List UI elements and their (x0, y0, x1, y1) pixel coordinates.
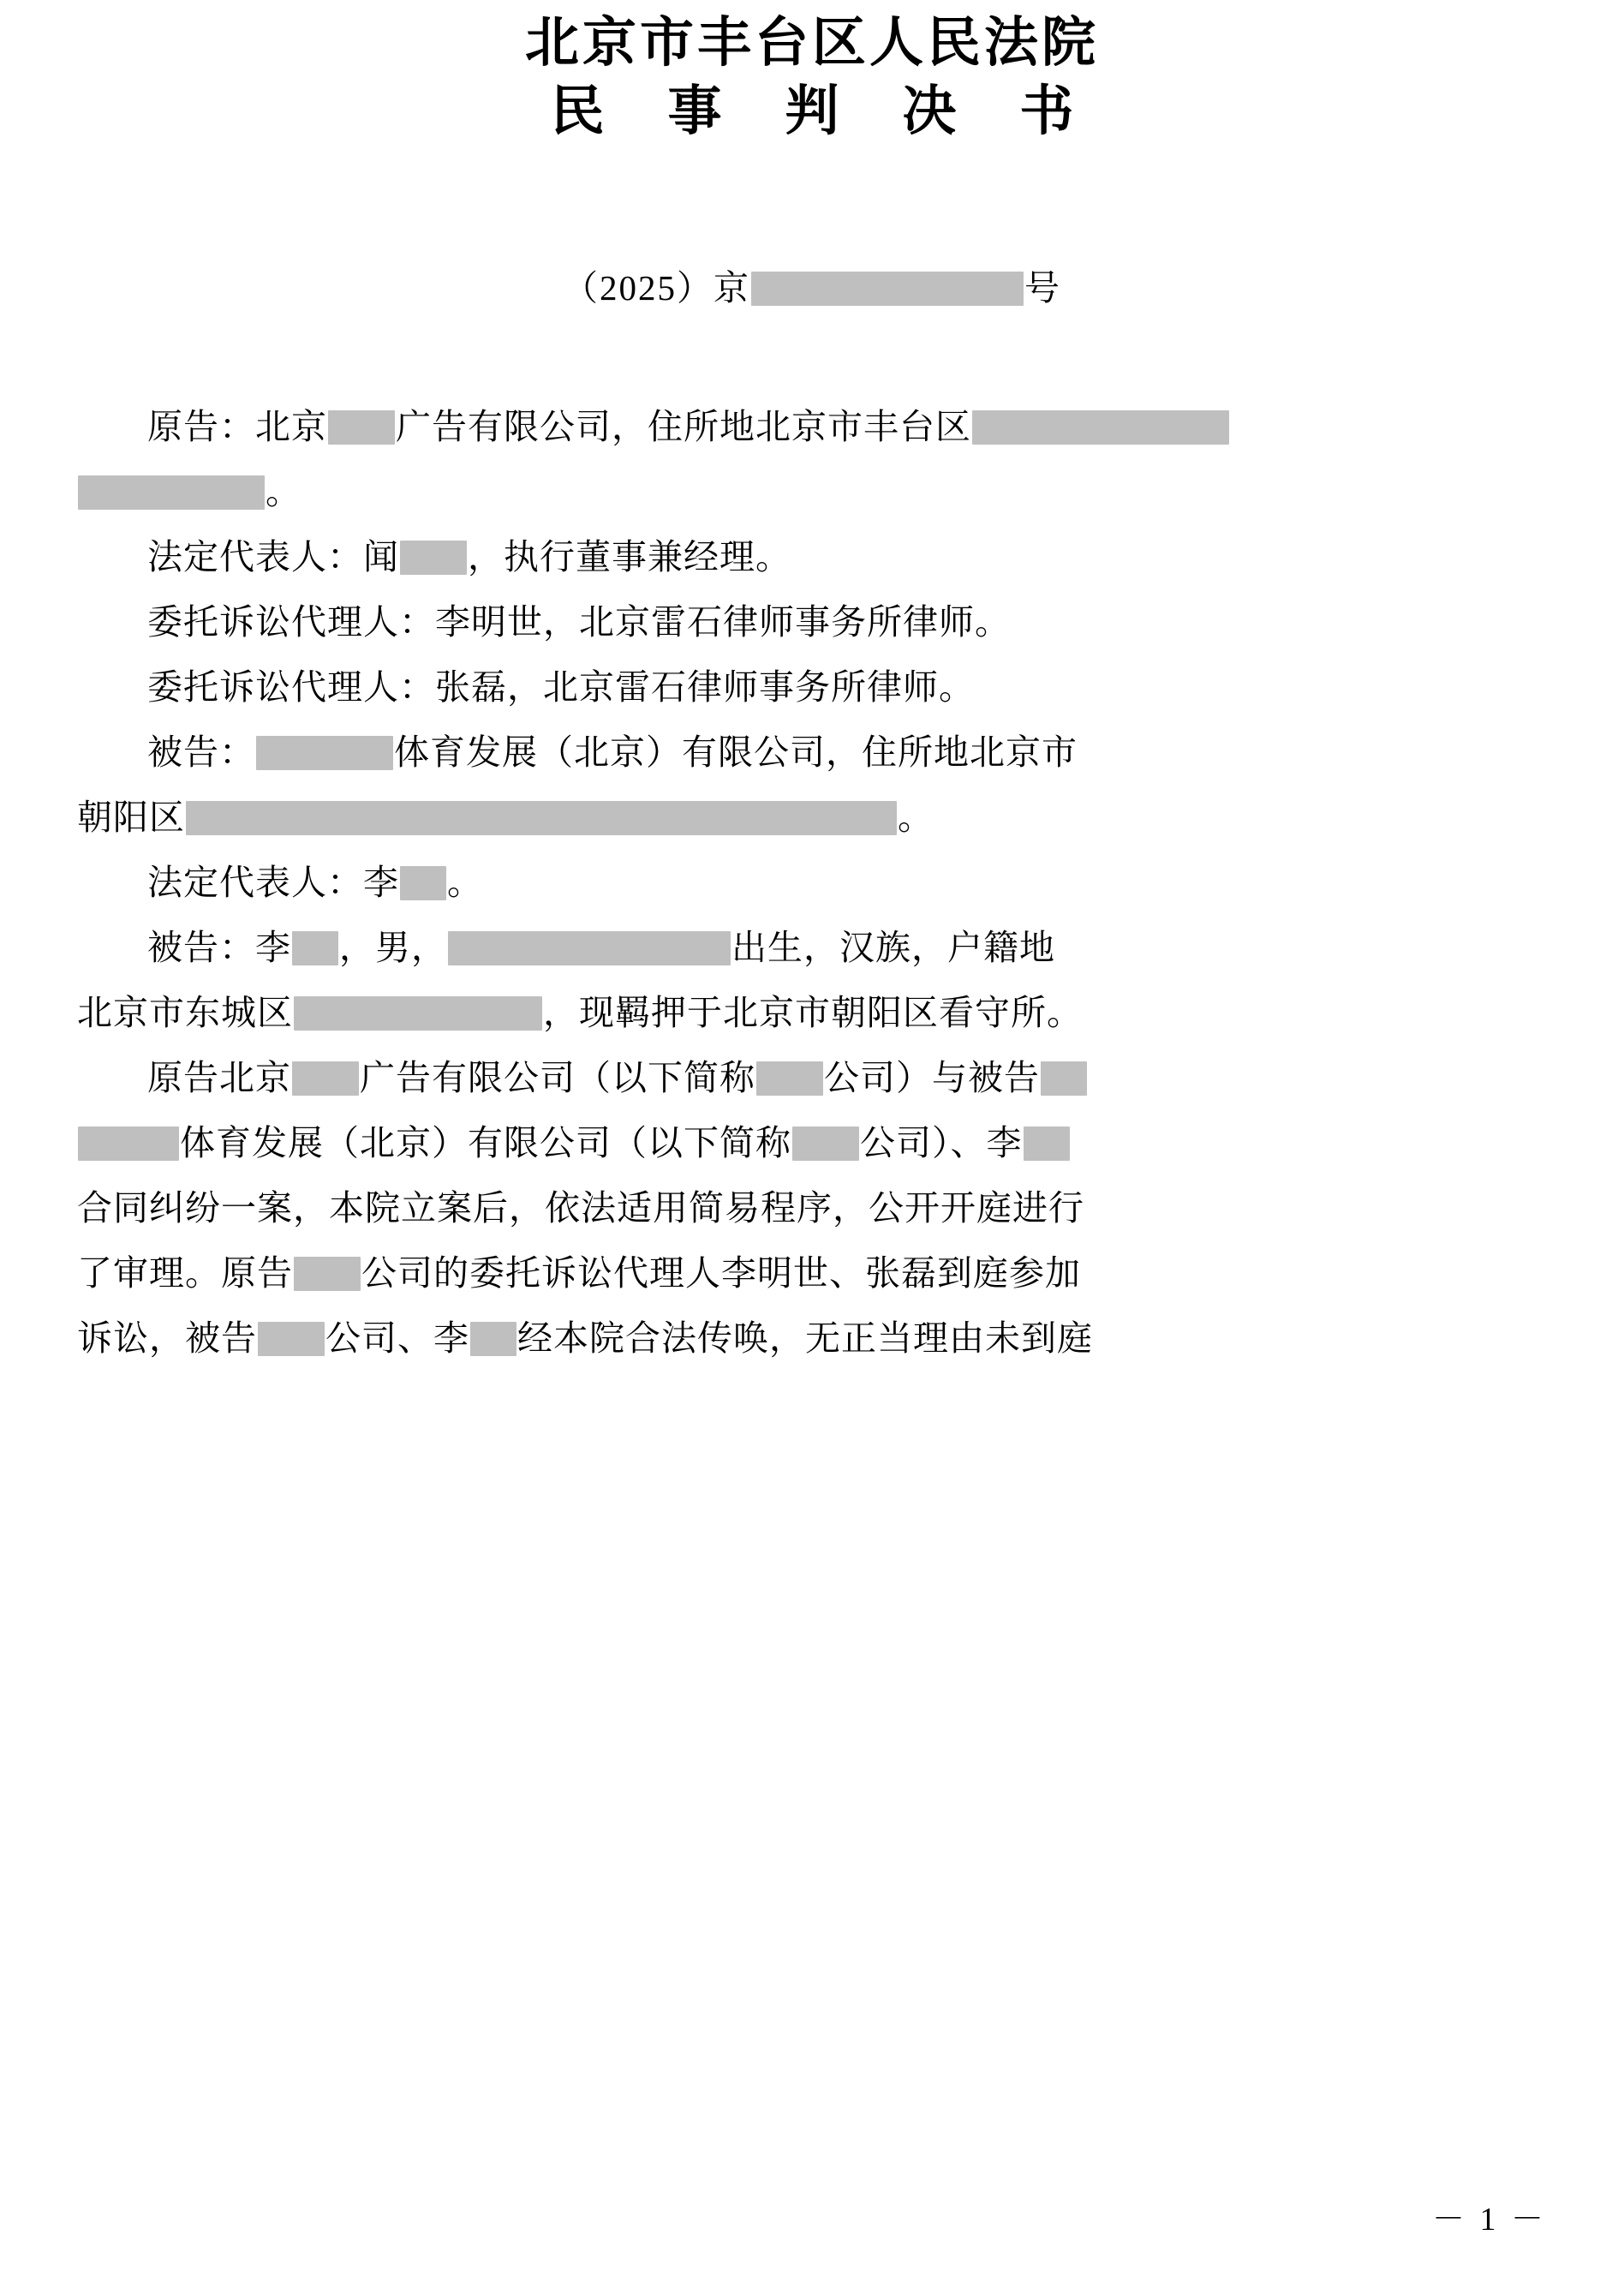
redaction-block (294, 1257, 361, 1291)
redaction-block (751, 272, 1024, 306)
paragraph-text: 北京市东城区 (77, 992, 293, 1032)
document-title-block (77, 9, 1547, 146)
paragraph-text: 诉讼，被告 (77, 1318, 257, 1358)
paragraph-text: 法定代表人：李 (147, 862, 399, 902)
paragraph-text: 公司的委托诉讼代理人李明世、张磊到庭参加 (361, 1252, 1081, 1293)
paragraph-text: 合同纠纷一案，本院立案后，依法适用简易程序，公开开庭进行 (77, 1187, 1084, 1228)
redaction-block (972, 410, 1229, 445)
redaction-block (792, 1127, 859, 1161)
case-summary (77, 1045, 1547, 1371)
redaction-block (448, 931, 731, 965)
page-number: － 1 － (1431, 2202, 1547, 2238)
plaintiff-info (77, 394, 1547, 524)
paragraph-text: 出生，汉族，户籍地 (731, 927, 1055, 967)
paragraph-text: 体育发展（北京）有限公司（以下简称 (180, 1122, 791, 1162)
paragraph-text: 原告北京 (147, 1057, 291, 1097)
paragraph-text: 被告：李 (147, 927, 291, 967)
redaction-block (256, 736, 393, 770)
paragraph-text: 经本院合法传唤，无正当理由未到庭 (517, 1318, 1093, 1358)
plaintiff-legal-rep (77, 524, 1547, 589)
paragraph-text: 广告有限公司，住所地北京市丰台区 (396, 406, 971, 446)
case-number (77, 260, 1547, 310)
defendant-legal-rep (77, 850, 1547, 915)
redaction-block (78, 475, 265, 510)
redaction-block (1024, 1127, 1070, 1161)
redaction-block (470, 1322, 516, 1356)
paragraph-text: 公司）与被告 (824, 1057, 1040, 1097)
paragraph-text: 广告有限公司（以下简称 (360, 1057, 755, 1097)
paragraph-text: 被告： (147, 732, 255, 772)
redaction-block (294, 996, 542, 1031)
document-body (77, 394, 1547, 1371)
paragraph-text: 公司、李 (325, 1318, 469, 1358)
document-page (0, 9, 1624, 2277)
paragraph-text: 。 (266, 471, 302, 511)
redaction-block (292, 1061, 359, 1096)
redaction-block (328, 410, 395, 445)
court-name: 北京市丰台区人民法院 (525, 10, 1099, 74)
plaintiff-attorney-1 (77, 589, 1547, 654)
document-type: 民 事 判 决 书 (550, 78, 1096, 142)
paragraph-text: 委托诉讼代理人：张磊，北京雷石律师事务所律师。 (147, 666, 975, 707)
paragraph-text: 体育发展（北京）有限公司，住所地北京市 (394, 732, 1078, 772)
redaction-block (756, 1061, 823, 1096)
redaction-block (1041, 1061, 1087, 1096)
paragraph-text: ，现羁押于北京市朝阳区看守所。 (543, 992, 1083, 1032)
paragraph-text: 委托诉讼代理人：李明世，北京雷石律师事务所律师。 (147, 601, 1011, 642)
redaction-block (292, 931, 338, 965)
plaintiff-attorney-2 (77, 654, 1547, 720)
paragraph-text: 朝阳区 (77, 797, 185, 837)
redaction-block (400, 541, 467, 575)
paragraph-text: 法定代表人：闻 (147, 536, 399, 577)
defendant-company-info (77, 720, 1547, 850)
paragraph-text: 原告：北京 (147, 406, 327, 446)
redaction-block (78, 1127, 179, 1161)
case-number-prefix: （2025）京 (563, 267, 750, 308)
redaction-block (186, 801, 897, 835)
redaction-block (400, 866, 446, 900)
paragraph-text: 。 (898, 797, 934, 837)
paragraph-text: 。 (447, 862, 483, 902)
case-number-suffix: 号 (1024, 267, 1061, 308)
paragraph-text: 公司）、李 (860, 1122, 1023, 1162)
redaction-block (258, 1322, 325, 1356)
paragraph-text: 了审理。原告 (77, 1252, 293, 1293)
defendant-individual-info (77, 915, 1547, 1045)
paragraph-text: ，男， (339, 927, 447, 967)
paragraph-text: ，执行董事兼经理。 (468, 536, 791, 577)
